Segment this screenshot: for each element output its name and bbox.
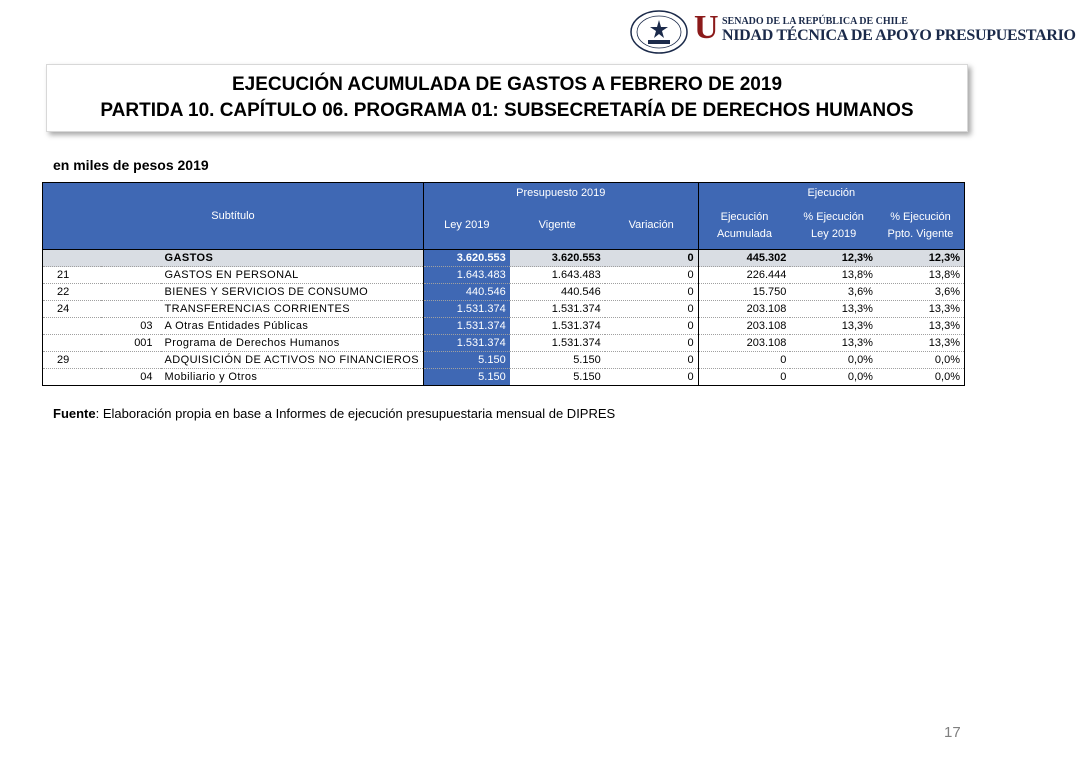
cell-variacion: 0 xyxy=(605,267,698,284)
cell-variacion: 0 xyxy=(605,352,698,369)
cell-pct-ley: 13,3% xyxy=(790,301,877,318)
cell-ejecucion: 445.302 xyxy=(698,250,790,267)
cell-pct-ley: 3,6% xyxy=(790,284,877,301)
header-pct-ley-line1: % Ejecución xyxy=(803,210,864,223)
header-pct-ley-line2: Ley 2019 xyxy=(811,227,857,240)
header-ejecucion-acumulada-line2: Acumulada xyxy=(716,227,773,240)
cell-item xyxy=(101,352,161,369)
cell-subtitulo: 24 xyxy=(43,301,101,318)
cell-descripcion: Programa de Derechos Humanos xyxy=(161,335,424,352)
table-row xyxy=(43,352,965,369)
cell-vigente: 1.531.374 xyxy=(510,318,605,335)
cell-pct-vigente: 13,3% xyxy=(877,335,965,352)
cell-ley: 1.531.374 xyxy=(423,318,509,335)
table-row xyxy=(43,318,965,335)
cell-ley: 1.531.374 xyxy=(423,335,509,352)
title-box xyxy=(46,64,968,132)
cell-variacion: 0 xyxy=(605,284,698,301)
logo-unit-text: NIDAD TÉCNICA DE APOYO PRESUPUESTARIO xyxy=(722,27,1076,44)
source-label: Fuente xyxy=(53,406,96,421)
cell-vigente: 5.150 xyxy=(510,369,605,386)
cell-ejecucion: 0 xyxy=(698,352,790,369)
page-subtitle: PARTIDA 10. CAPÍTULO 06. PROGRAMA 01: SUBSECRETARÍA DE DERECHOS HUMANOS xyxy=(100,100,914,121)
cell-ley: 1.531.374 xyxy=(423,301,509,318)
header-vigente: Vigente xyxy=(510,203,605,250)
cell-ejecucion: 203.108 xyxy=(698,301,790,318)
cell-pct-vigente: 0,0% xyxy=(877,369,965,386)
cell-variacion: 0 xyxy=(605,250,698,267)
cell-pct-vigente: 13,3% xyxy=(877,301,965,318)
cell-descripcion: GASTOS EN PERSONAL xyxy=(161,267,424,284)
cell-item xyxy=(101,301,161,318)
cell-variacion: 0 xyxy=(605,335,698,352)
cell-subtitulo xyxy=(43,250,101,267)
source-note xyxy=(53,406,615,421)
cell-descripcion: BIENES Y SERVICIOS DE CONSUMO xyxy=(161,284,424,301)
table-row xyxy=(43,284,965,301)
header-subtitulo: Subtítulo xyxy=(43,183,424,250)
cell-item: 03 xyxy=(101,318,161,335)
cell-pct-vigente: 0,0% xyxy=(877,352,965,369)
cell-pct-ley: 13,3% xyxy=(790,335,877,352)
header-ejecucion-acumulada xyxy=(698,203,790,250)
cell-subtitulo: 21 xyxy=(43,267,101,284)
header-ley: Ley 2019 xyxy=(423,203,509,250)
cell-ejecucion: 203.108 xyxy=(698,335,790,352)
cell-descripcion: Mobiliario y Otros xyxy=(161,369,424,386)
cell-variacion: 0 xyxy=(605,301,698,318)
page-number: 17 xyxy=(944,724,961,741)
cell-vigente: 1.531.374 xyxy=(510,335,605,352)
units-label: en miles de pesos 2019 xyxy=(53,157,209,173)
cell-variacion: 0 xyxy=(605,369,698,386)
cell-subtitulo xyxy=(43,369,101,386)
cell-vigente: 1.643.483 xyxy=(510,267,605,284)
cell-pct-vigente: 13,3% xyxy=(877,318,965,335)
cell-descripcion: TRANSFERENCIAS CORRIENTES xyxy=(161,301,424,318)
cell-ejecucion: 0 xyxy=(698,369,790,386)
cell-item: 001 xyxy=(101,335,161,352)
cell-ley: 1.643.483 xyxy=(423,267,509,284)
header-ejecucion-acumulada-line1: Ejecución xyxy=(720,210,769,223)
header-pct-ley xyxy=(790,203,877,250)
header-pct-vigente-line1: % Ejecución xyxy=(890,210,951,223)
cell-pct-ley: 0,0% xyxy=(790,352,877,369)
cell-item xyxy=(101,284,161,301)
utap-logo xyxy=(694,9,1076,48)
cell-ejecucion: 226.444 xyxy=(698,267,790,284)
table-row xyxy=(43,335,965,352)
logo-senate-text: SENADO DE LA REPÚBLICA DE CHILE xyxy=(722,16,908,27)
table-row xyxy=(43,369,965,386)
cell-ley: 440.546 xyxy=(423,284,509,301)
cell-subtitulo: 22 xyxy=(43,284,101,301)
table-row xyxy=(43,301,965,318)
cell-vigente: 440.546 xyxy=(510,284,605,301)
header-pct-vigente xyxy=(877,203,965,250)
cell-descripcion: GASTOS xyxy=(161,250,424,267)
cell-pct-vigente: 3,6% xyxy=(877,284,965,301)
cell-ley: 3.620.553 xyxy=(423,250,509,267)
cell-subtitulo xyxy=(43,335,101,352)
cell-descripcion: ADQUISICIÓN DE ACTIVOS NO FINANCIEROS xyxy=(161,352,424,369)
header-presupuesto-group: Presupuesto 2019 xyxy=(423,183,698,203)
cell-pct-vigente: 12,3% xyxy=(877,250,965,267)
cell-pct-vigente: 13,8% xyxy=(877,267,965,284)
cell-ejecucion: 203.108 xyxy=(698,318,790,335)
cell-vigente: 3.620.553 xyxy=(510,250,605,267)
cell-ejecucion: 15.750 xyxy=(698,284,790,301)
cell-vigente: 1.531.374 xyxy=(510,301,605,318)
cell-subtitulo: 29 xyxy=(43,352,101,369)
page-title: EJECUCIÓN ACUMULADA DE GASTOS A FEBRERO DE 2019 xyxy=(231,74,783,95)
cell-item: 04 xyxy=(101,369,161,386)
source-text: : Elaboración propia en base a Informes de ejecución presupuestaria mensual de DIPRES xyxy=(95,406,616,421)
header-pct-vigente-line2: Ppto. Vigente xyxy=(887,227,954,240)
cell-pct-ley: 13,3% xyxy=(790,318,877,335)
budget-table xyxy=(42,182,965,386)
cell-subtitulo xyxy=(43,318,101,335)
header-variacion: Variación xyxy=(605,203,698,250)
table-row-total xyxy=(43,250,965,267)
logo-initial: U xyxy=(694,9,719,46)
cell-ley: 5.150 xyxy=(423,369,509,386)
cell-item xyxy=(101,267,161,284)
senate-seal-icon xyxy=(630,10,688,54)
cell-pct-ley: 12,3% xyxy=(790,250,877,267)
cell-descripcion: A Otras Entidades Públicas xyxy=(161,318,424,335)
cell-variacion: 0 xyxy=(605,318,698,335)
cell-pct-ley: 13,8% xyxy=(790,267,877,284)
cell-ley: 5.150 xyxy=(423,352,509,369)
cell-pct-ley: 0,0% xyxy=(790,369,877,386)
header-ejecucion-group: Ejecución xyxy=(698,183,964,203)
table-row xyxy=(43,267,965,284)
cell-vigente: 5.150 xyxy=(510,352,605,369)
cell-item xyxy=(101,250,161,267)
